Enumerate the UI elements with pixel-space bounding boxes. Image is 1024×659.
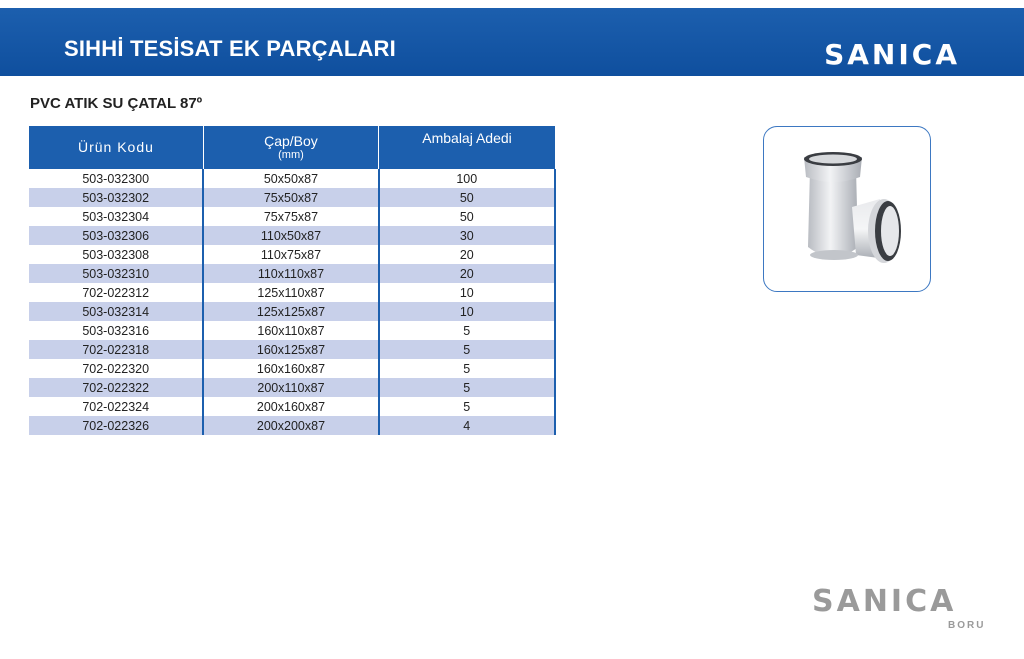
cell-code: 503-032310 [29, 264, 203, 283]
cell-size: 125x125x87 [203, 302, 378, 321]
cell-pack: 50 [379, 188, 555, 207]
cell-pack: 5 [379, 397, 555, 416]
table-row [29, 359, 555, 378]
cell-size: 75x50x87 [203, 188, 378, 207]
table-row [29, 321, 555, 340]
pvc-tee-fitting-image [764, 127, 930, 291]
cell-size: 200x200x87 [203, 416, 378, 435]
cell-size: 200x110x87 [203, 378, 378, 397]
table-row [29, 264, 555, 283]
product-photo-frame [763, 126, 931, 292]
cell-pack: 5 [379, 359, 555, 378]
cell-code: 503-032300 [29, 169, 203, 188]
cell-pack: 20 [379, 264, 555, 283]
cell-size: 200x160x87 [203, 397, 378, 416]
cell-code: 702-022322 [29, 378, 203, 397]
header-bar [0, 8, 1024, 76]
cell-pack: 5 [379, 378, 555, 397]
column-header-pack: Ambalaj Adedi [379, 126, 555, 169]
cell-code: 702-022326 [29, 416, 203, 435]
cell-pack: 20 [379, 245, 555, 264]
table-row [29, 207, 555, 226]
cell-code: 503-032314 [29, 302, 203, 321]
section-title: PVC ATIK SU ÇATAL 87º [30, 95, 203, 112]
cell-size: 125x110x87 [203, 283, 378, 302]
footer-logo: SANICA [812, 584, 957, 619]
cell-pack: 30 [379, 226, 555, 245]
cell-code: 503-032304 [29, 207, 203, 226]
cell-code: 503-032306 [29, 226, 203, 245]
table-row [29, 416, 555, 435]
cell-size: 160x160x87 [203, 359, 378, 378]
table-row [29, 340, 555, 359]
table-row [29, 302, 555, 321]
table-row [29, 283, 555, 302]
cell-size: 50x50x87 [203, 169, 378, 188]
product-table [29, 126, 556, 435]
table-row [29, 188, 555, 207]
cell-size: 160x110x87 [203, 321, 378, 340]
cell-code: 702-022312 [29, 283, 203, 302]
column-header-code: Ürün Kodu [29, 126, 203, 169]
table-row [29, 169, 555, 188]
cell-size: 110x50x87 [203, 226, 378, 245]
table-row [29, 378, 555, 397]
cell-pack: 100 [379, 169, 555, 188]
cell-code: 702-022320 [29, 359, 203, 378]
cell-pack: 4 [379, 416, 555, 435]
cell-pack: 50 [379, 207, 555, 226]
cell-size: 110x110x87 [203, 264, 378, 283]
table-row [29, 245, 555, 264]
cell-pack: 5 [379, 321, 555, 340]
cell-size: 75x75x87 [203, 207, 378, 226]
cell-pack: 10 [379, 302, 555, 321]
cell-pack: 5 [379, 340, 555, 359]
brand-logo: SANICA [824, 38, 960, 71]
column-header-size: Çap/Boy (mm) [203, 126, 378, 169]
cell-code: 702-022324 [29, 397, 203, 416]
footer-logo-sub: BORU [948, 620, 986, 631]
cell-code: 702-022318 [29, 340, 203, 359]
table-row [29, 397, 555, 416]
cell-code: 503-032302 [29, 188, 203, 207]
cell-size: 160x125x87 [203, 340, 378, 359]
cell-pack: 10 [379, 283, 555, 302]
page-title: SIHHİ TESİSAT EK PARÇALARI [64, 36, 396, 61]
cell-code: 503-032308 [29, 245, 203, 264]
table-body [29, 169, 555, 435]
cell-size: 110x75x87 [203, 245, 378, 264]
table-header-row [29, 126, 555, 169]
cell-code: 503-032316 [29, 321, 203, 340]
table-row [29, 226, 555, 245]
